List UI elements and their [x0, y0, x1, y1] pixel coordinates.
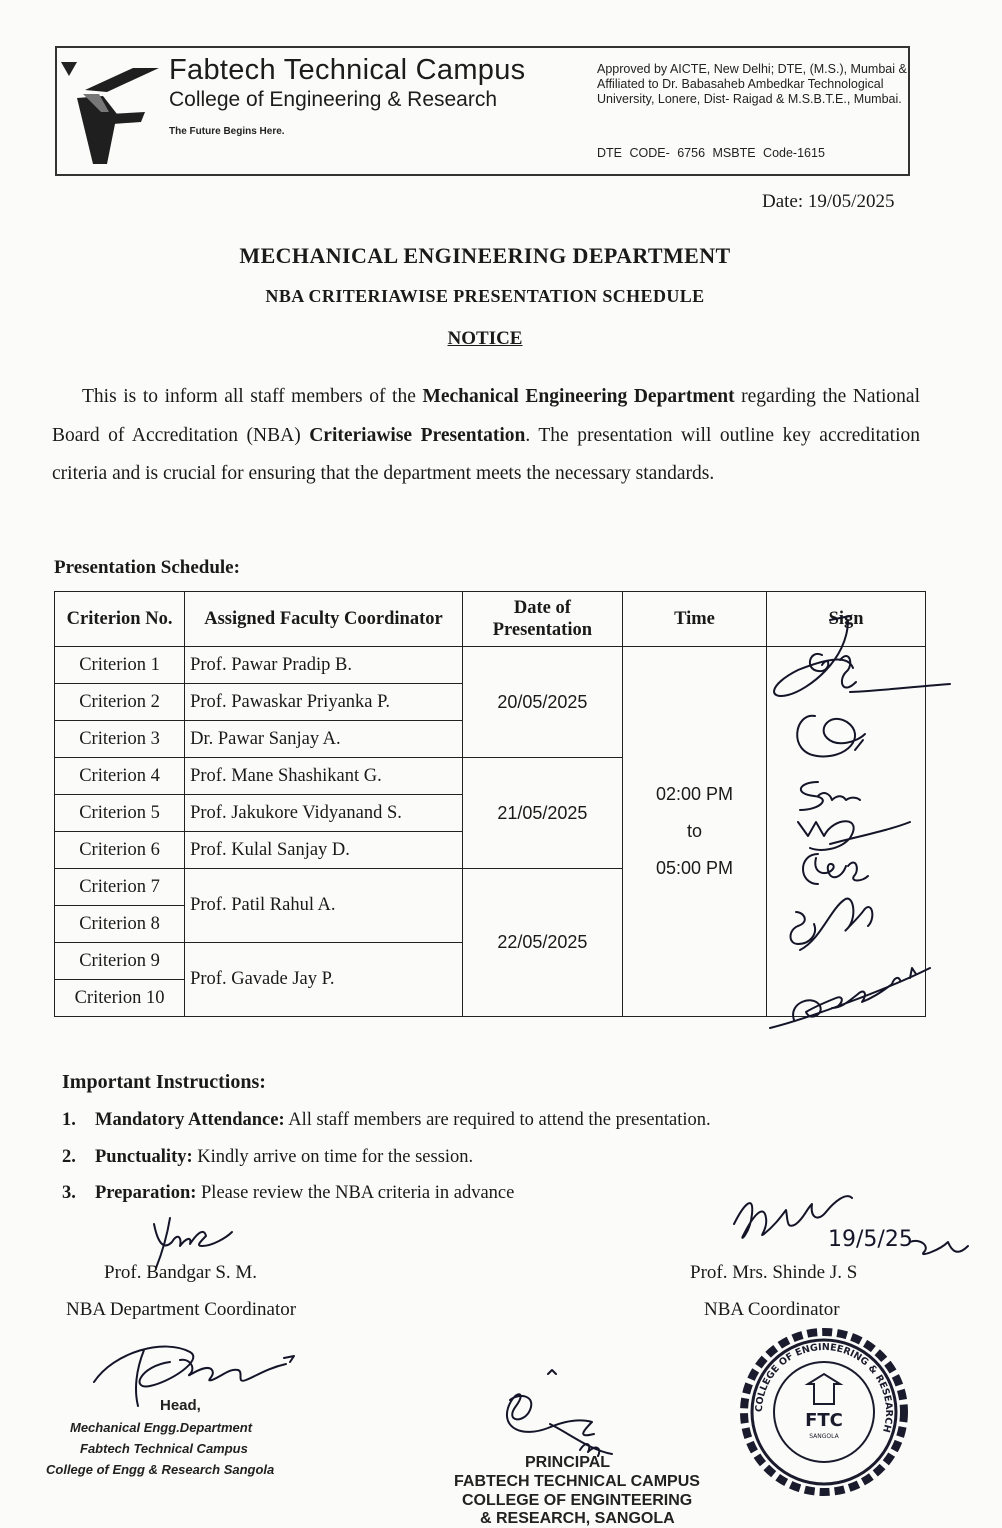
item-text: Please review the NBA criteria in advance: [196, 1183, 515, 1203]
signature-principal: [507, 1370, 612, 1456]
institute-codes: DTE CODE- 6756 MSBTE Code-1615: [597, 146, 825, 160]
faculty-cell: Prof. Patil Rahul A.: [185, 869, 463, 943]
department-title: MECHANICAL ENGINEERING DEPARTMENT: [239, 243, 731, 268]
institute-name: Fabtech Technical Campus: [169, 54, 526, 86]
item-label: Preparation:: [95, 1183, 197, 1203]
list-item: [62, 1110, 922, 1147]
notice-title: NOTICE: [447, 328, 523, 349]
header-date-line1: Date of: [513, 598, 571, 618]
criterion-cell: Criterion 5: [55, 795, 185, 832]
criterion-cell: Criterion 10: [55, 980, 185, 1017]
list-item: [62, 1147, 922, 1184]
hod-stamp-campus: Fabtech Technical Campus: [80, 1441, 248, 1456]
college-seal: [734, 1322, 914, 1502]
date-cell: 20/05/2025: [462, 647, 622, 758]
notice-paragraph: [52, 378, 920, 494]
hod-stamp-college: College of Engg & Research Sangola: [46, 1462, 275, 1477]
paragraph-bold-text: Criteriawise Presentation: [309, 424, 526, 446]
principal-stamp-line3: & RESEARCH, SANGOLA: [480, 1510, 675, 1527]
left-signatory-role: NBA Department Coordinator: [66, 1299, 297, 1320]
header-date-line2: Presentation: [492, 620, 593, 640]
criterion-cell: Criterion 4: [55, 758, 185, 795]
seal-ring-text: COLLEGE OF ENGINEERING & RESEARCH: [753, 1341, 895, 1434]
paragraph-text: This is to inform all staff members of the: [82, 386, 423, 407]
signature-criterion-6: [803, 854, 868, 884]
faculty-cell: Dr. Pawar Sanjay A.: [185, 721, 463, 758]
paragraph-text: regarding the National Board of Accreditation (NBA): [52, 386, 920, 446]
time-cell: [622, 647, 766, 1017]
nba-coordinator-signature: [720, 1184, 970, 1264]
hod-stamp-dept: Mechanical Engg.Department: [70, 1420, 253, 1435]
header-sign: Sign: [767, 592, 926, 647]
date-cell: 21/05/2025: [462, 758, 622, 869]
criterion-cell: Criterion 1: [55, 647, 185, 684]
right-signatory-name: Prof. Mrs. Shinde J. S: [690, 1262, 858, 1283]
criterion-cell: Criterion 2: [55, 684, 185, 721]
item-label: Mandatory Attendance:: [95, 1110, 285, 1130]
left-signatory-name: Prof. Bandgar S. M.: [104, 1262, 258, 1283]
criterion-cell: Criterion 6: [55, 832, 185, 869]
college-name: College of Engineering & Research: [169, 88, 498, 111]
principal-stamp-title: PRINCIPAL: [525, 1454, 611, 1471]
schedule-title: NBA CRITERIAWISE PRESENTATION SCHEDULE: [265, 286, 705, 306]
item-number: 2.: [62, 1146, 76, 1167]
signature-criterion-5: [798, 821, 910, 850]
faculty-cell: Prof. Mane Shashikant G.: [185, 758, 463, 795]
item-number: 3.: [62, 1183, 76, 1203]
faculty-cell: Prof. Pawaskar Priyanka P.: [185, 684, 463, 721]
faculty-cell: Prof. Pawar Pradip B.: [185, 647, 463, 684]
signature-initials: [910, 1241, 968, 1254]
signature-criterion-7: [791, 899, 873, 950]
time-end: 05:00 PM: [655, 858, 734, 878]
header-faculty: Assigned Faculty Coordinator: [185, 592, 463, 647]
time-to: to: [687, 821, 703, 841]
fabtech-f-logo-icon: [63, 56, 163, 168]
letterhead: [55, 46, 910, 176]
principal-stamp-line2: COLLEGE OF ENGINTEERING: [462, 1492, 693, 1509]
criterion-cell: Criterion 7: [55, 869, 185, 906]
header-time: Time: [622, 592, 766, 647]
signature-criteria-9-10: [770, 968, 930, 1028]
approval-text: Approved by AICTE, New Delhi; DTE, (M.S.), Mumbai & Affiliated to Dr. Babasaheb Ambedkar Technological University, Lonere, Dist- Raigad & M.S.B.T.E., Mumbai.: [597, 62, 907, 106]
instructions-title: Important Instructions:: [62, 1071, 266, 1093]
signature-criterion-4: [800, 782, 860, 810]
paragraph-text: . The presentation will outline key accreditation criteria and is crucial for ensuring that the department meets the necessary standards.: [52, 424, 920, 484]
seal-center-text: FTC: [805, 1410, 843, 1431]
signature-bandgar: [154, 1218, 232, 1268]
schedule-label: Presentation Schedule:: [54, 557, 240, 578]
tagline: The Future Begins Here.: [169, 126, 285, 137]
header-date: [462, 592, 622, 647]
item-label: Punctuality:: [95, 1146, 193, 1167]
notice-date: Date: 19/05/2025: [762, 191, 895, 212]
faculty-cell: Prof. Jakukore Vidyanand S.: [185, 795, 463, 832]
item-text: Kindly arrive on time for the session.: [192, 1146, 474, 1167]
principal-stamp-line1: FABTECH TECHNICAL CAMPUS: [454, 1473, 700, 1490]
item-text: All staff members are required to attend the presentation.: [284, 1110, 711, 1130]
seal-emblem-icon: [808, 1374, 840, 1404]
paragraph-bold-text: Mechanical Engineering Department: [422, 386, 735, 407]
faculty-cell: Prof. Gavade Jay P.: [185, 943, 463, 1017]
right-signatory-role: NBA Coordinator: [704, 1299, 840, 1320]
item-number: 1.: [62, 1110, 76, 1130]
faculty-cell: Prof. Kulal Sanjay D.: [185, 832, 463, 869]
criterion-cell: Criterion 8: [55, 906, 185, 943]
criterion-cell: Criterion 9: [55, 943, 185, 980]
principal-signature: [490, 1366, 640, 1466]
handwritten-date: 19/5/25: [828, 1227, 913, 1252]
header-criterion: Criterion No.: [55, 592, 185, 647]
date-cell: 22/05/2025: [462, 869, 622, 1017]
hod-stamp-title: Head,: [160, 1397, 201, 1414]
seal-place-text: SANGOLA: [809, 1433, 839, 1440]
signature-criterion-3: [797, 716, 865, 757]
hod-signature: [84, 1330, 324, 1410]
handwritten-signatures: [760, 600, 960, 1050]
criterion-cell: Criterion 3: [55, 721, 185, 758]
time-start: 02:00 PM: [655, 784, 734, 804]
